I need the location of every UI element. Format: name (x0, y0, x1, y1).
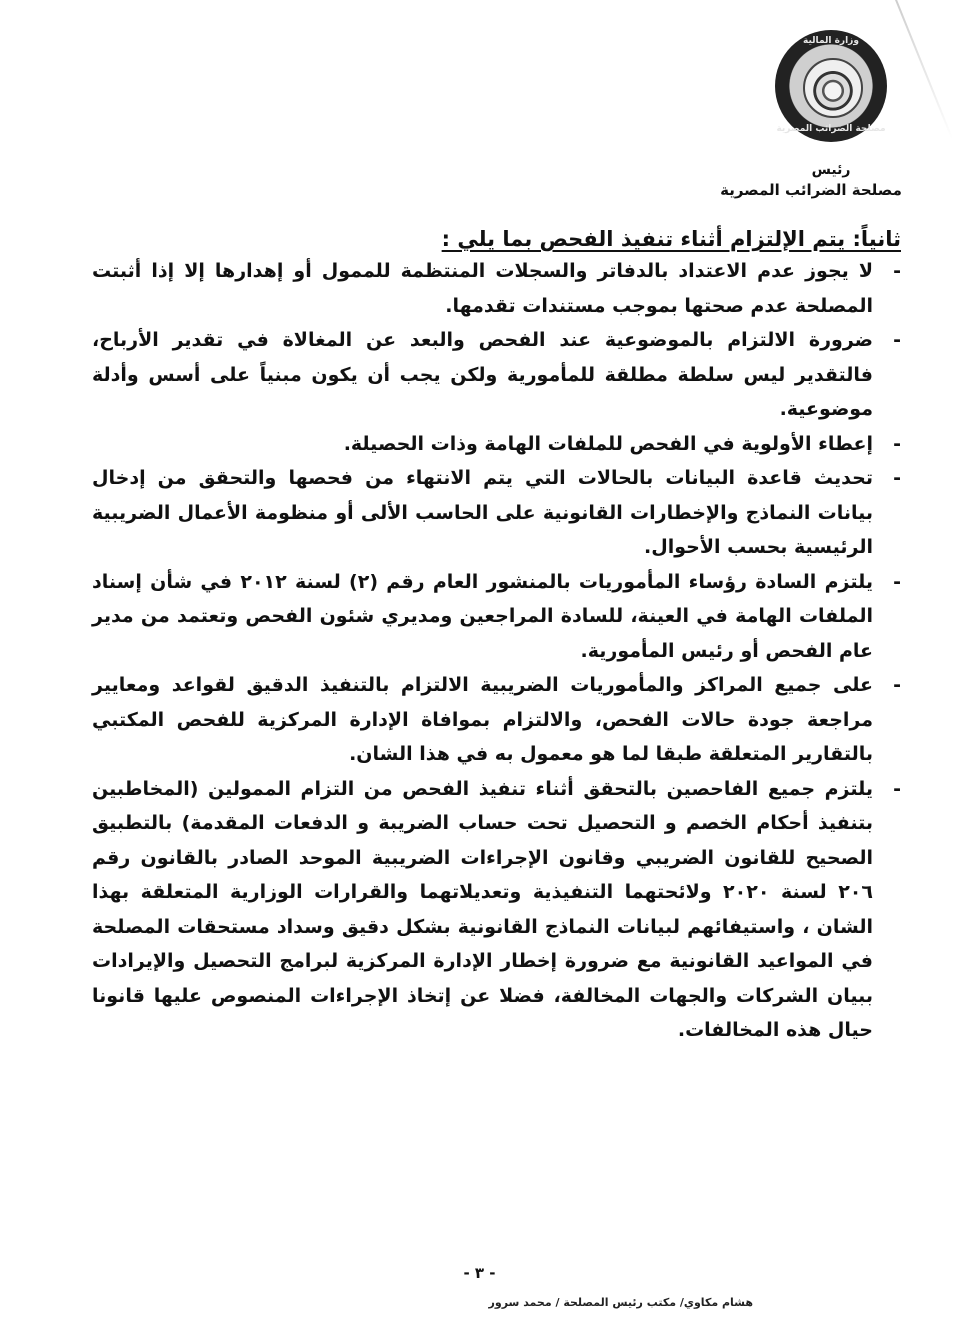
list-item-text: يلتزم السادة رؤساء المأموريات بالمنشور العام رقم (٢) لسنة ٢٠١٢ في شأن إسناد الملفات الهامة في العينة، للسادة المراجعين ومديري شئون الفحص وتعتمد من مدير عام الفحص أو رئيس المأمورية. (92, 570, 873, 662)
bullet-dash-icon: - (893, 674, 901, 696)
list-item (92, 461, 901, 565)
bullet-dash-icon: - (893, 432, 901, 455)
list-item-text: لا يجوز عدم الاعتداد بالدفاتر والسجلات المنتظمة للممول أو إهدارها إلا إذا أثبتت المصلحة عدم صحتها بموجب مستندات تقدمها. (92, 260, 873, 317)
list-item-text: إعطاء الأولوية في الفحص للملفات الهامة وذات الحصيلة. (343, 432, 873, 455)
seal-emblem-icon (803, 58, 863, 118)
list-item-text: ضرورة الالتزام بالموضوعية عند الفحص والبعد عن المغالاة في تقدير الأرباح، فالتقدير ليس سلطة مطلقة للمأمورية ولكن يجب أن يكون مبنياً على أسس وأدلة موضوعية. (92, 329, 873, 420)
bullet-dash-icon: - (893, 777, 901, 800)
letterhead-title-line1: رئيس (811, 162, 851, 178)
letterhead-title-line2: مصلحة الضرائب المصرية (720, 181, 902, 199)
list-item-text: على جميع المراكز والمأموريات الضريبية الالتزام بالتنفيذ الدقيق لقواعد ومعايير مراجعة جودة حالات الفحص، والالتزام بموافاة الإدارة المركزية للفحص المكتبي بالتقارير المتعلقة طبقا لما هو معمول به في هذا الشان. (92, 674, 873, 765)
list-item (92, 565, 901, 669)
list-item-text: يلتزم جميع الفاحصين بالتحقق أثناء تنفيذ الفحص من التزام الممولين (المخاطبين بتنفيذ أحكام الخصم و التحصيل تحت حساب الضريبة و الدفعات المقدمة) بالتطبيق الصحيح للقانون الضريبي وقانون الإجراءات الضريبية الموحد الصادر بالقانون رقم ٢٠٦ لسنة ٢٠٢٠ ولائحتهما التنفيذية وتعديلاتهما والقرارات الوزارية المتعلقة بهذا الشان ، واستيفائهم لبيانات النماذج القانونية بشكل دقيق وسداد مستحقات المصلحة في المواعيد القانونية مع ضرورة إخطار الإدارة المركزية لبرامج التحصيل والإيرادات ببيان الشركات والجهات المخالفة، فضلا عن إتخاذ الإجراءات المنصوص عليها قانونا حيال هذه المخالفات. (92, 777, 873, 1041)
list-item (92, 772, 901, 1048)
document-body (92, 224, 901, 1048)
seal-bottom-text: مصلحة الضرائب المصرية (776, 124, 886, 134)
list-item (92, 427, 901, 462)
bullet-dash-icon: - (893, 467, 901, 489)
list-item (92, 668, 901, 772)
page-number: - ٣ - (463, 1264, 496, 1282)
footer-prepared-by-note: هشام مكاوي/ مكتب رئيس المصلحة / محمد سرور (488, 1296, 753, 1309)
requirements-list (92, 254, 901, 1048)
bullet-dash-icon: - (893, 329, 901, 351)
list-item (92, 254, 901, 323)
list-item-text: تحديث قاعدة البيانات بالحالات التي يتم الانتهاء من فحصها والتحقق من إدخال بيانات النماذج والإخطارات القانونية على الحاسب الألى أو منظومة الأعمال الضريبية الرئيسية بحسب الأحوال. (92, 467, 873, 558)
letterhead (720, 30, 931, 200)
bullet-dash-icon: - (893, 260, 901, 282)
section-heading: ثانياً: يتم الإلتزام أثناء تنفيذ الفحص بما يلي : (441, 227, 901, 251)
ministry-seal-logo (775, 30, 887, 142)
bullet-dash-icon: - (893, 570, 901, 593)
list-item (92, 323, 901, 427)
seal-top-text: وزارة المالية (803, 36, 859, 46)
